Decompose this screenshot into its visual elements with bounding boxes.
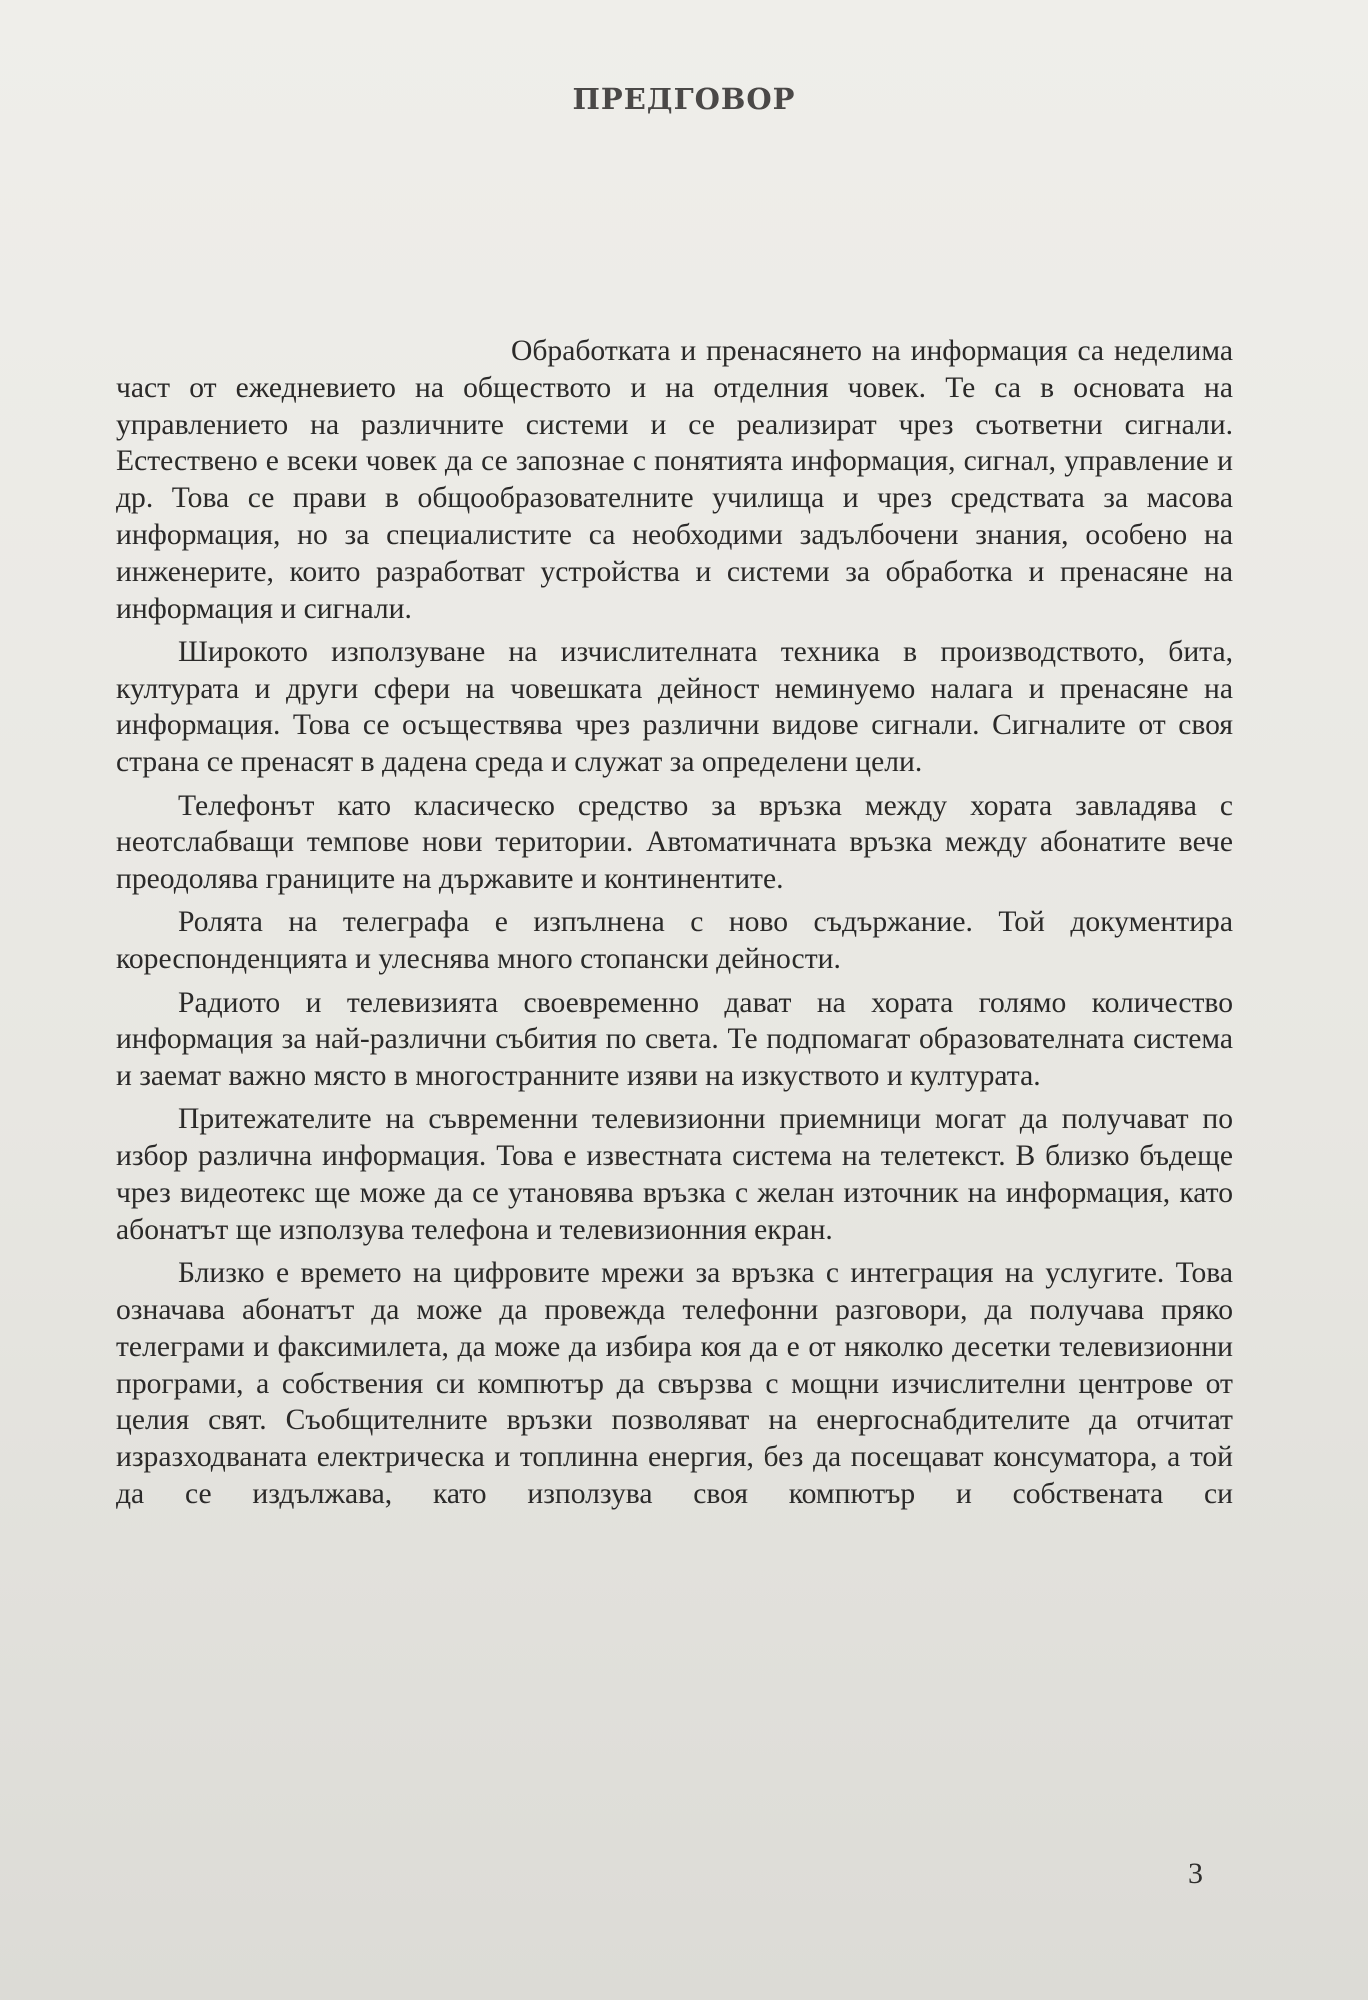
paragraph: Близко е времето на цифровите мрежи за връзка с интеграция на услугите. Това означава абонатът да може да провежда телефонни разговори, да получава пряко телеграми и факсимилета, да може да избира коя да е от няколко десетки телевизионни програми, а собствения си компютър да свързва с мощни изчислителни центрове от целия свят. Съобщителните връзки позволяват на енергоснабдителите да отчитат изразходваната електрическа и топлинна енергия, без да посещават консуматора, а той да се издължава, като използува своя компютър и собствената си [116, 1257, 1233, 1510]
page-title: ПРЕДГОВОР [572, 82, 796, 116]
paragraph: Притежателите на съвременни телевизионни приемници могат да получават по избор различна информация. Това е известната система на телетекст. В близко бъдеще чрез видеотекс ще може да се утановява връзка с желан източник на информация, като абонатът ще използува телефона и телевизионния екран. [116, 1103, 1233, 1246]
paragraph: Ролята на телеграфа е изпълнена с ново съдържание. Той документира кореспонденцията и улеснява много стопански дейности. [116, 906, 1233, 976]
paragraph: Телефонът като класическо средство за връзка между хората завладява с неотслабващи темпове нови територии. Автоматичната връзка между абонатите вече преодолява границите на държавите и континентите. [116, 789, 1233, 896]
page-number: 3 [1188, 1857, 1203, 1890]
body-text [116, 333, 1233, 1519]
paragraph: Обработката и пренасянето на информация са неделима част от ежедневието на обществото и на отделния човек. Те са в основата на управлението на различните системи и се реализират чрез съответни сигнали. Естествено е всеки човек да се запознае с понятията информация, сигнал, управление и др. Това се прави в общообразователните училища и чрез средствата за масова информация, но за специалистите са необходими задълбочени знания, особено на инженерите, които разработват устройства и системи за обработка и пренасяне на информация и сигнали. [116, 335, 1233, 625]
paragraph: Широкото използуване на изчислителната техника в производството, бита, културата и други сфери на човешката дейност неминуемо налага и пренасяне на информация. Това се осъществява чрез различни видове сигнали. Сигналите от своя страна се пренасят в дадена среда и служат за определени цели. [116, 635, 1233, 779]
paragraph: Радиото и телевизията своевременно дават на хората голямо количество информация за най-различни събития по света. Те подпомагат образователната система и заемат важно място в многостранните изяви на изкуството и културата. [116, 986, 1233, 1093]
